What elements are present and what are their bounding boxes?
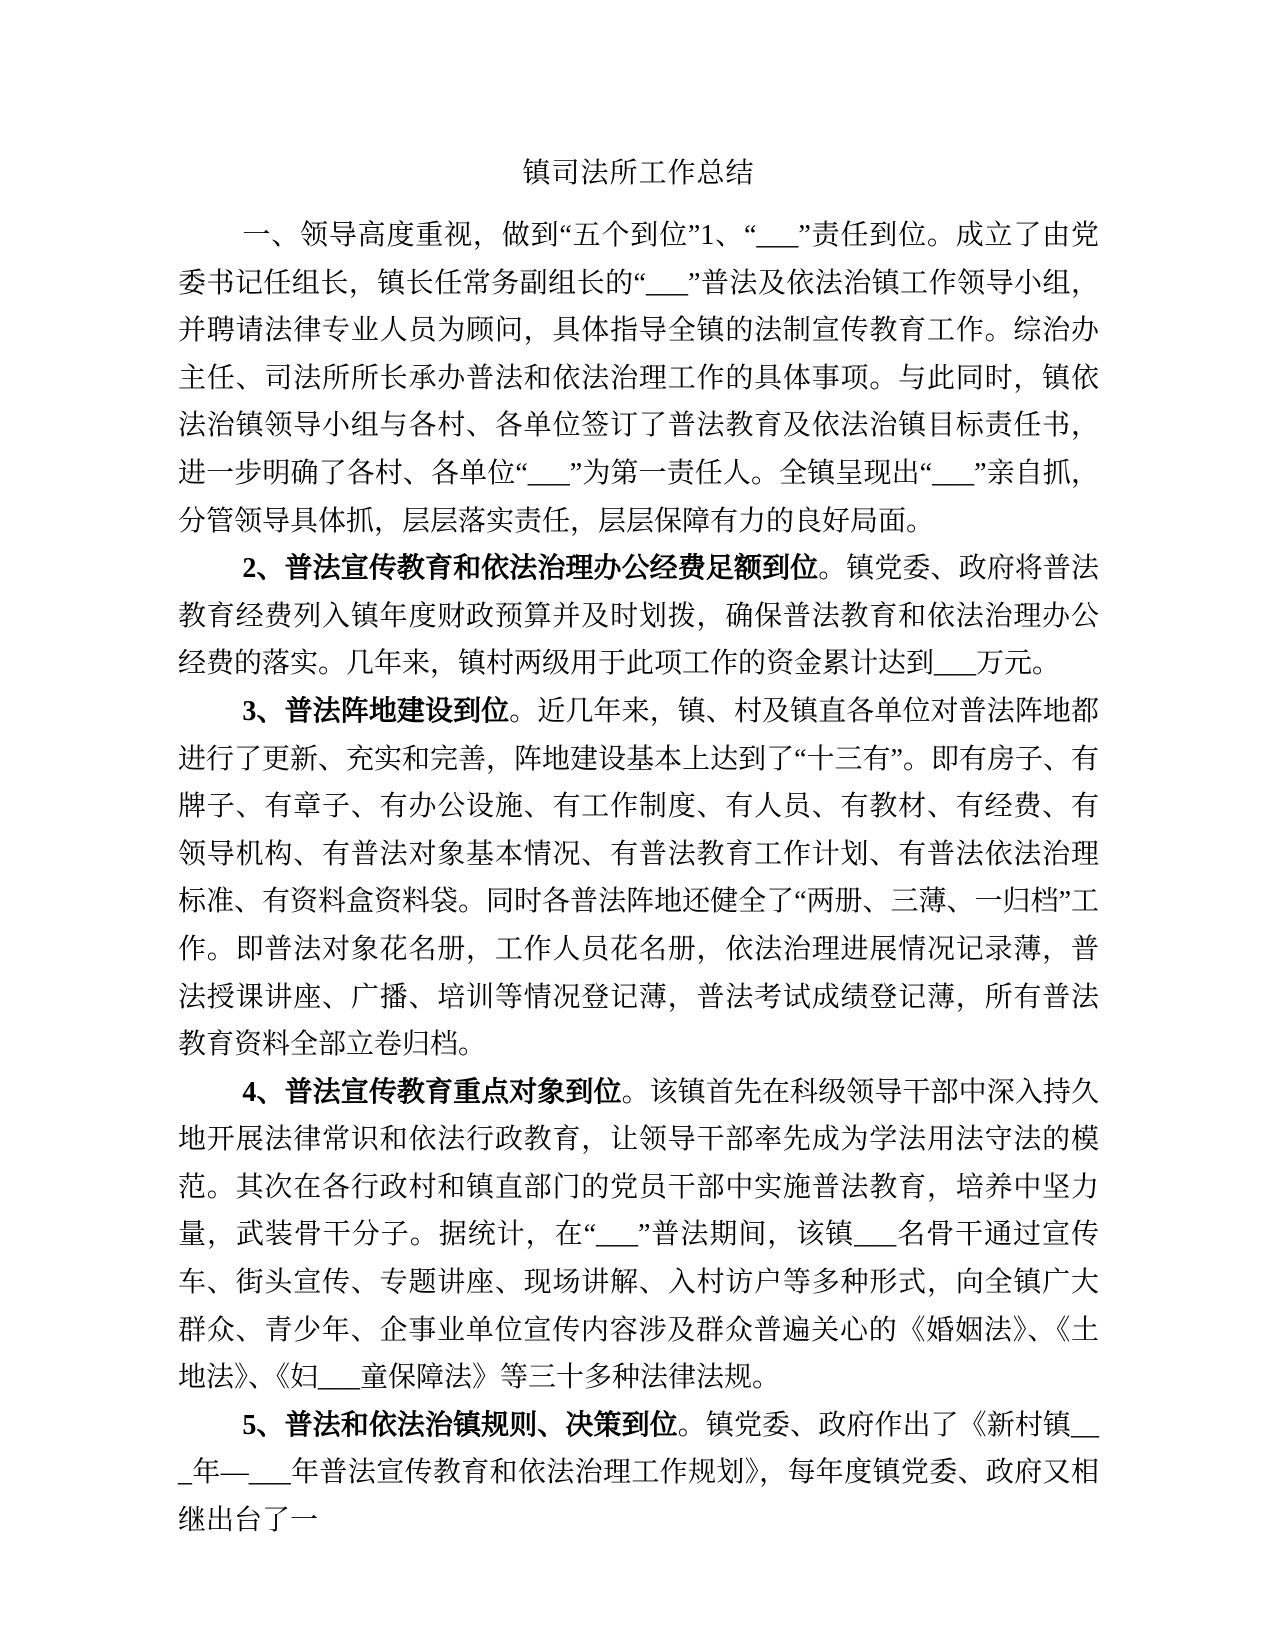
- paragraph: [178, 1402, 1099, 1545]
- section-heading-run: 3、普法阵地建设到位: [242, 695, 510, 727]
- text-run: 。镇党委、政府将普法教育经费列入镇年度财政预算并及时划拨，确保普法教育和依法治理办公经费的落实。几年来，镇村两级用于此项工作的资金累计达到___万元。: [178, 553, 1099, 680]
- document-title: 镇司法所工作总结: [522, 158, 755, 189]
- paragraph: [178, 1069, 1099, 1402]
- section-heading-run: 5、普法和依法治镇规则、决策到位: [242, 1409, 678, 1441]
- section-heading-run: 2、普法宣传教育和依法治理办公经费足额到位: [242, 553, 819, 585]
- text-run: 。镇党委、政府作出了《新村镇___年—___年普法宣传教育和依法治理工作规划》，每年度镇党委、政府又相继出台了一: [178, 1409, 1099, 1537]
- document-body: [178, 212, 1099, 1545]
- paragraph: [178, 545, 1099, 688]
- text-run: 。近几年来，镇、村及镇直各单位对普法阵地都进行了更新、充实和完善，阵地建设基本上达到了“十三有”。即有房子、有牌子、有章子、有办公设施、有工作制度、有人员、有教材、有经费、有领导机构、有普法对象基本情况、有普法教育工作计划、有普法依法治理标准、有资料盒资料袋。同时各普法阵地还健全了“两册、三薄、一归档”工作。即普法对象花名册，工作人员花名册，依法治理进展情况记录薄，普法授课讲座、广播、培训等情况登记薄，普法考试成绩登记薄，所有普法教育资料全部立卷归档。: [178, 695, 1099, 1061]
- text-run: 一、领导高度重视，做到“五个到位”1、“___”责任到位。成立了由党委书记任组长，镇长任常务副组长的“___”普法及依法治镇工作领导小组，并聘请法律专业人员为顾问，具体指导全镇的法制宣传教育工作。综治办主任、司法所所长承办普法和依法治理工作的具体事项。与此同时，镇依法治镇领导小组与各村、各单位签订了普法教育及依法治镇目标责任书，进一步明确了各村、各单位“___”为第一责任人。全镇呈现出“___”亲自抓，分管领导具体抓，层层落实责任，层层保障有力的良好局面。: [178, 220, 1099, 537]
- section-heading-run: 4、普法宣传教育重点对象到位: [242, 1076, 622, 1108]
- paragraph: [178, 212, 1099, 545]
- paragraph: [178, 688, 1099, 1069]
- text-run: 。该镇首先在科级领导干部中深入持久地开展法律常识和依法行政教育，让领导干部率先成为学法用法守法的模范。其次在各行政村和镇直部门的党员干部中实施普法教育，培养中坚力量，武装骨干分子。据统计，在“___”普法期间，该镇___名骨干通过宣传车、街头宣传、专题讲座、现场讲解、入村访户等多种形式，向全镇广大群众、青少年、企事业单位宣传内容涉及群众普遍关心的《婚姻法》、《土地法》、《妇___童保障法》等三十多种法律法规。: [178, 1076, 1099, 1394]
